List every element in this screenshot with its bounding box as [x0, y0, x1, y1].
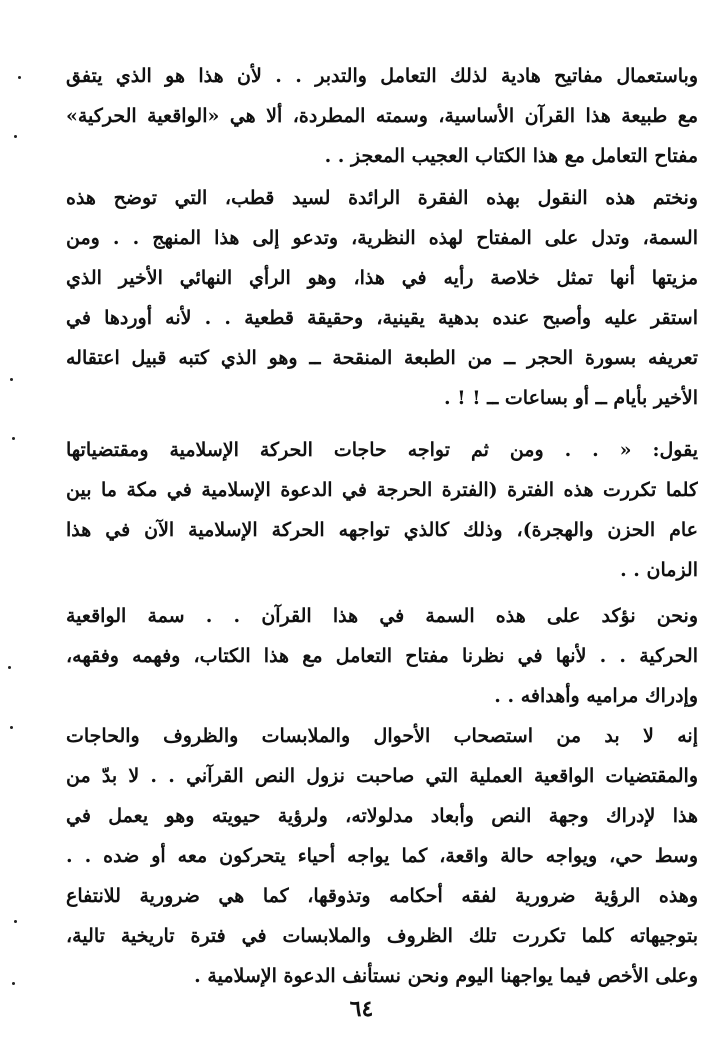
margin-dot: [14, 135, 17, 138]
text-line: هذا لإدراك وجهة النص وأبعاد مدلولاته، ولرؤية حيويته وهو يعمل في: [66, 805, 698, 827]
page-number: ٦٤: [349, 996, 374, 1022]
text-line: مع طبيعة هذا القرآن الأساسية، وسمته المطردة، ألا هي «الواقعية الحركية»: [66, 105, 698, 127]
text-line: مفتاح التعامل مع هذا الكتاب العجيب المعجز . .: [324, 145, 698, 167]
paragraph-2: [66, 178, 698, 418]
margin-dot: [12, 437, 15, 440]
margin-dot: [14, 920, 17, 923]
text-line: الزمان . .: [620, 559, 698, 581]
text-line: وعلى الأخص فيما يواجهنا اليوم ونحن نستأنف الدعوة الإسلامية .: [194, 965, 698, 987]
text-line: وسط حي، ويواجه حالة واقعة، كما يواجه أحياء يتحركون معه أو ضده . .: [66, 845, 698, 867]
text-line: وهذه الرؤية ضرورية لفقه أحكامه وتذوقها، كما هي ضرورية للانتفاع: [66, 885, 698, 907]
margin-dot: [10, 726, 13, 729]
text-line: والمقتضيات الواقعية العملية التي صاحبت نزول النص القرآني . . لا بدّ من: [66, 765, 698, 787]
margin-dot: [18, 76, 21, 79]
paragraph-5: [66, 716, 698, 996]
text-line: إنه لا بد من استصحاب الأحوال والملابسات والظروف والحاجات: [66, 725, 698, 747]
paragraph-4: [66, 596, 698, 716]
text-line: الأخير بأيام ــ أو بساعات ــ ! ! .: [444, 387, 698, 409]
text-line: وباستعمال مفاتيح هادية لذلك التعامل والتدبر . . لأن هذا هو الذي يتفق: [66, 65, 698, 87]
text-line: يقول: « . . ومن ثم تواجه حاجات الحركة الإسلامية ومقتضياتها: [66, 439, 698, 461]
text-line: السمة، وتدل على المفتاح لهذه النظرية، وتدعو إلى هذا المنهج . . ومن: [66, 227, 698, 249]
margin-dot: [8, 666, 11, 669]
paragraph-3: [66, 430, 698, 590]
text-line: بتوجيهاته كلما تكررت تلك الظروف والملابسات في فترة تاريخية تالية،: [66, 925, 698, 947]
text-line: تعريفه بسورة الحجر ــ من الطبعة المنقحة ــ وهو الذي كتبه قبيل اعتقاله: [66, 347, 698, 369]
paragraph-1: [66, 56, 698, 176]
text-line: كلما تكررت هذه الفترة (الفترة الحرجة في الدعوة الإسلامية في مكة ما بين: [66, 479, 698, 501]
margin-dot: [10, 378, 13, 381]
text-line: ونختم هذه النقول بهذه الفقرة الرائدة لسيد قطب، التي توضح هذه: [66, 187, 698, 209]
text-line: الحركية . . لأنها في نظرنا مفتاح التعامل مع هذا الكتاب، وفهمه وفقهه،: [66, 645, 698, 667]
text-line: مزيتها أنها تمثل خلاصة رأيه في هذا، وهو الرأي النهائي الأخير الذي: [66, 267, 698, 289]
text-line: عام الحزن والهجرة)، وذلك كالذي تواجهه الحركة الإسلامية الآن في هذا: [66, 519, 698, 541]
text-line: وإدراك مراميه وأهدافه . .: [494, 685, 698, 707]
text-line: استقر عليه وأصبح عنده بدهية يقينية، وحقيقة قطعية . . لأنه أوردها في: [66, 307, 698, 329]
text-line: ونحن نؤكد على هذه السمة في هذا القرآن . . سمة الواقعية: [66, 605, 698, 627]
margin-dot: [12, 982, 15, 985]
